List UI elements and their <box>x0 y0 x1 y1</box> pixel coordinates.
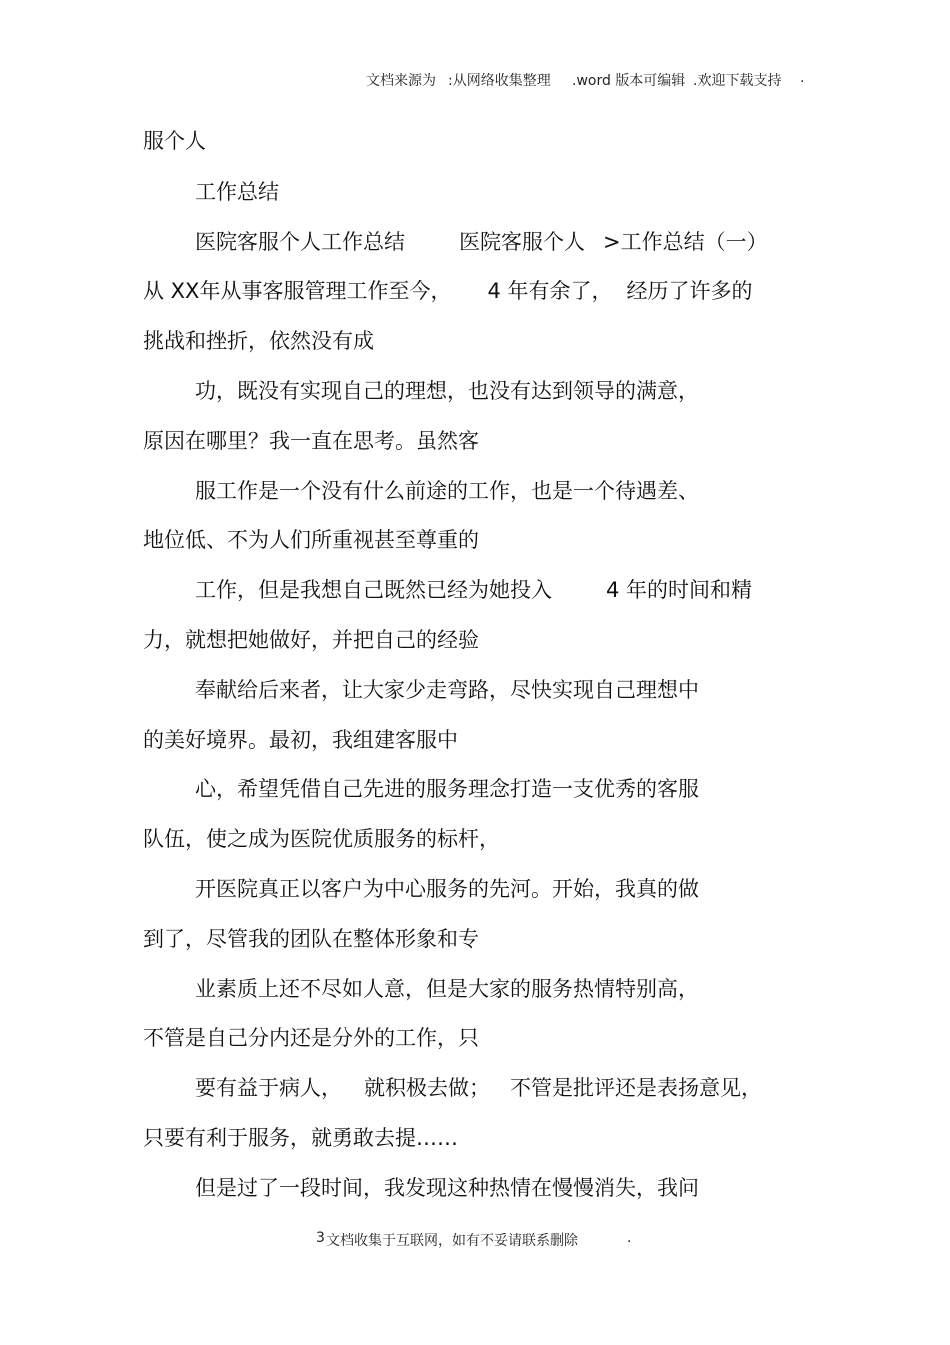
line-segment: 医院客服个人 <box>459 230 585 254</box>
paragraph-line: 到了，尽管我的团队在整体形象和专 <box>143 927 479 951</box>
header-word-note: .word 版本可编辑 <box>572 73 686 89</box>
paragraph-line: 的美好境界。最初，我组建客服中 <box>143 728 458 752</box>
paragraph-line: 不管是自己分内还是分外的工作，只 <box>143 1026 479 1050</box>
line-segment: 就积极去做； <box>364 1076 490 1100</box>
paragraph-line: 队伍，使之成为医院优质服务的标杆， <box>143 827 500 851</box>
paragraph-line: 开医院真正以客户为中心服务的先河。开始，我真的做 <box>195 877 699 901</box>
line-segment: 工作，但是我想自己既然已经为她投入 <box>195 578 552 602</box>
paragraph-line <box>195 575 752 605</box>
footer-trailing-dot: . <box>627 1230 632 1246</box>
line-segment: >工作总结（一） <box>603 230 768 254</box>
line-segment: 不管是批评还是表扬意见， <box>510 1076 762 1100</box>
header-trailing-dot: . <box>800 70 805 86</box>
paragraph-line: 挑战和挫折，依然没有成 <box>143 329 374 353</box>
paragraph-line: 业素质上还不尽如人意，但是大家的服务热情特别高， <box>195 977 699 1001</box>
paragraph-line <box>143 276 753 306</box>
paragraph-line <box>195 1073 762 1103</box>
header-source-value: :从网络收集整理 <box>448 73 551 89</box>
paragraph-line: 地位低、不为人们所重视甚至尊重的 <box>143 528 479 552</box>
page-header <box>0 70 950 92</box>
line-segment: 4 年的时间和精 <box>606 578 753 602</box>
footer-notice: 文档收集于互联网，如有不妥请联系删除 <box>326 1233 578 1249</box>
header-download-note: .欢迎下载支持 <box>693 73 782 89</box>
header-source-label: 文档来源为 <box>366 73 436 89</box>
paragraph-line: 原因在哪里？我一直在思考。虽然客 <box>143 429 479 453</box>
paragraph-line <box>195 227 768 257</box>
paragraph-line: 心，希望凭借自己先进的服务理念打造一支优秀的客服 <box>195 777 699 801</box>
paragraph-line: 但是过了一段时间，我发现这种热情在慢慢消失，我问 <box>195 1176 699 1200</box>
footer-page-number: 3 <box>316 1230 325 1246</box>
paragraph-line: 服工作是一个没有什么前途的工作，也是一个待遇差、 <box>195 479 699 503</box>
paragraph-line: 功，既没有实现自己的理想，也没有达到领导的满意， <box>195 379 699 403</box>
document-title-part2: 工作总结 <box>195 180 279 204</box>
paragraph-line: 力，就想把她做好，并把自己的经验 <box>143 628 479 652</box>
line-segment: 4 年有余了， <box>487 279 613 303</box>
line-segment: 经历了许多的 <box>626 279 753 303</box>
line-segment: 医院客服个人工作总结 <box>195 230 405 254</box>
line-segment: 从 XX年从事客服管理工作至今， <box>143 279 452 303</box>
paragraph-line: 只要有利于服务，就勇敢去提…… <box>143 1126 458 1150</box>
line-segment: 要有益于病人， <box>195 1076 342 1100</box>
paragraph-line: 奉献给后来者，让大家少走弯路，尽快实现自己理想中 <box>195 678 699 702</box>
document-title-part1: 服个人 <box>143 129 206 153</box>
